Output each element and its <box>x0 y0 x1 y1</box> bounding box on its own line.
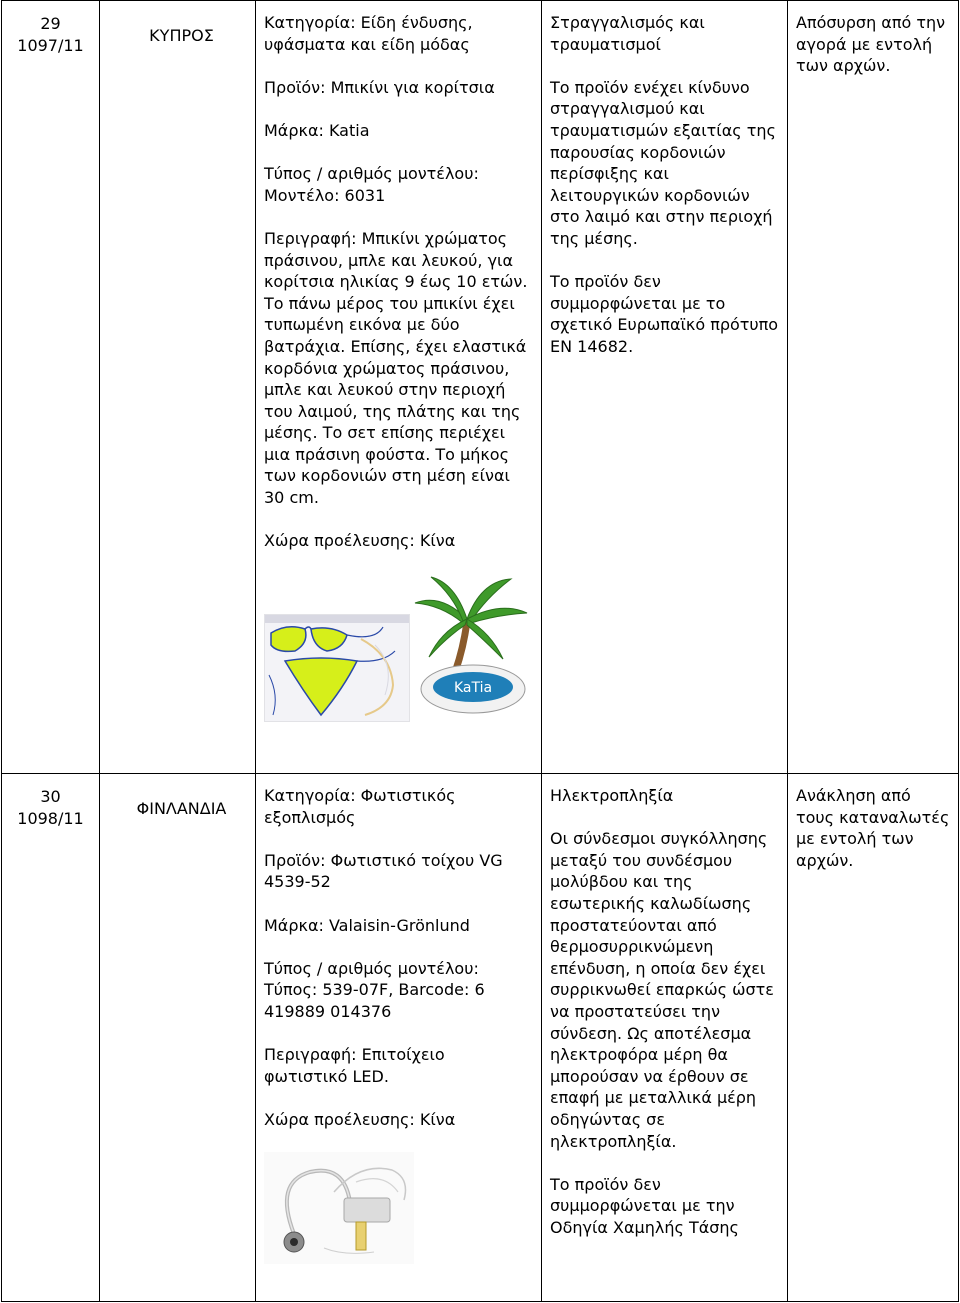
palm-logo-photo <box>411 573 529 720</box>
alert-row <box>2 1 959 774</box>
risk-compliance: Το προϊόν δεν συμμορφώνεται με την Οδηγία Χαμηλής Τάσης <box>550 1174 739 1237</box>
product-category: Κατηγορία: Φωτιστικός εξοπλισμός <box>264 786 456 827</box>
palm-tree-image <box>411 573 529 720</box>
measures-text: Ανάκληση από τους καταναλωτές με εντολή των αρχών. <box>796 786 950 870</box>
product-details-cell <box>256 1 542 774</box>
risk-description: Οι σύνδεσμοι συγκόλλησης μεταξύ του συνδέσμου μολύβδου και της εσωτερικής καλωδίωσης προστατεύονται από θερμοσυρρικνώμενη επένδυση, η οποία δεν έχει συρρικνωθεί επαρκώς ώστε να προστατεύσει την σύνδεση. Ως αποτέλεσμα ηλεκτροφόρα μέρη θα μπορούσαν να έρθουν σε επαφή με μεταλλικά μέρη οδηγώντας σε ηλεκτροπληξία. <box>550 829 774 1151</box>
alert-number: 30 <box>40 787 61 806</box>
product-details-cell <box>256 774 542 1302</box>
product-brand: Μάρκα: Katia <box>264 120 370 140</box>
product-description: Περιγραφή: Μπικίνι χρώματος πράσινου, μπλε και λευκού, για κορίτσια ηλικίας 9 έως 10 ετών. Το πάνω μέρος του μπικίνι έχει τυπωμένη εικόνα με δύο βατράχια. Επίσης, έχει ελαστικά κορδόνια χρώματος πράσινου, μπλε και λευκού στην περιοχή του λαιμού, της πλάτης και της μέσης. Το σετ επίσης περιέχει μια πράσινη φούστα. Το μήκος των κορδονιών στη μέση είναι 30 cm. <box>264 228 528 508</box>
lamp-photo <box>264 1152 414 1264</box>
product-name: Προϊόν: Φωτιστικό τοίχου VG 4539-52 <box>264 850 503 892</box>
country-name: ΚΥΠΡΟΣ <box>149 26 214 45</box>
product-model: Τύπος / αριθμός μοντέλου: Τύπος: 539-07F, Barcode: 6 419889 014376 <box>264 958 485 1021</box>
measures-cell <box>788 774 959 1302</box>
alert-reference: 1098/11 <box>17 809 84 828</box>
measures-text: Απόσυρση από την αγορά με εντολή των αρχών. <box>796 13 946 76</box>
product-brand: Μάρκα: Valaisin-Grönlund <box>264 915 470 935</box>
alert-number: 29 <box>40 14 61 33</box>
product-category: Κατηγορία: Είδη ένδυσης, υφάσματα και είδη μόδας <box>264 13 473 54</box>
country-cell <box>100 1 256 774</box>
product-description: Περιγραφή: Επιτοίχειο φωτιστικό LED. <box>264 1045 445 1086</box>
risk-cell <box>542 1 788 774</box>
product-name: Προϊόν: Μπικίνι για κορίτσια <box>264 77 495 97</box>
product-model: Τύπος / αριθμός μοντέλου: Μοντέλο: 6031 <box>264 164 479 205</box>
alert-reference: 1097/11 <box>17 36 84 55</box>
country-cell <box>100 774 256 1302</box>
bikini-photo <box>264 614 410 722</box>
risk-cell <box>542 774 788 1302</box>
country-name: ΦΙΝΛΑΝΔΙΑ <box>136 799 227 818</box>
risk-compliance: Το προϊόν δεν συμμορφώνεται με το σχετικό Ευρωπαϊκό πρότυπο EN 14682. <box>550 272 779 356</box>
product-origin: Χώρα προέλευσης: Κίνα <box>264 1109 456 1129</box>
measures-cell <box>788 1 959 774</box>
bikini-image <box>265 615 409 721</box>
product-alerts-table <box>1 0 959 1302</box>
alert-row <box>2 774 959 1302</box>
risk-description: Το προϊόν ενέχει κίνδυνο στραγγαλισμού και τραυματισμών εξαιτίας της παρουσίας κορδονιών περίσφιξης και λειτουργικών κορδονιών στο λαιμό και στην περιοχή της μέσης. <box>550 77 776 248</box>
wall-lamp-image <box>264 1152 414 1264</box>
product-photos <box>264 1152 533 1264</box>
alert-number-cell <box>2 1 100 774</box>
risk-type: Στραγγαλισμός και τραυματισμοί <box>550 13 705 54</box>
katia-logo-text: KaTia <box>453 680 493 697</box>
alert-number-cell <box>2 774 100 1302</box>
product-photos <box>264 573 533 723</box>
product-origin: Χώρα προέλευσης: Κίνα <box>264 531 456 551</box>
risk-type: Ηλεκτροπληξία <box>550 786 674 805</box>
